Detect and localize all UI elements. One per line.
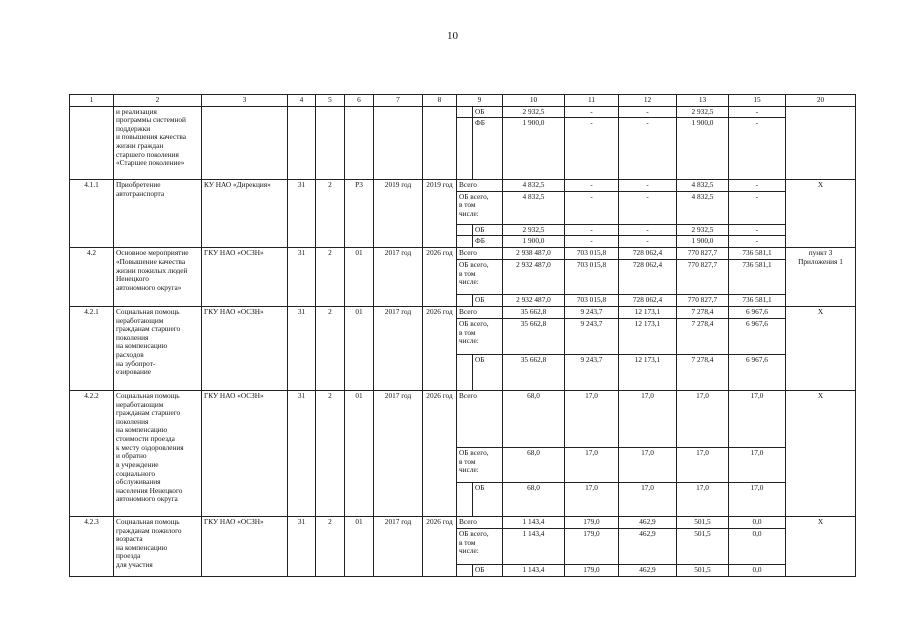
amount-cell: 728 062,4 — [619, 248, 677, 260]
table-row — [70, 307, 856, 319]
funding-source: ОБ — [473, 565, 503, 577]
amount-cell: 17,0 — [677, 448, 729, 483]
empty-cell — [70, 106, 114, 180]
amount-cell: - — [729, 118, 786, 180]
code-cell: 2 — [316, 307, 345, 391]
amount-cell: 17,0 — [565, 391, 619, 448]
amount-cell: 68,0 — [503, 391, 565, 448]
amount-cell: - — [729, 236, 786, 248]
code-cell: 01 — [345, 307, 374, 391]
amount-cell: 6 967,6 — [729, 307, 786, 319]
amount-cell: 728 062,4 — [619, 295, 677, 307]
empty-cell — [423, 106, 457, 180]
amount-cell: - — [565, 236, 619, 248]
amount-cell: 179,0 — [565, 517, 619, 529]
table-row — [70, 391, 856, 448]
amount-cell: 501,5 — [677, 565, 729, 577]
activity-description: Основное мероприятие «Повышение качества жизни пожилых людей Ненецкого автономного округа» — [114, 248, 202, 307]
table-row — [70, 106, 856, 118]
col-header: 15 — [729, 95, 786, 107]
amount-cell: 703 015,8 — [565, 295, 619, 307]
amount-cell: 1 900,0 — [677, 118, 729, 180]
amount-cell: 17,0 — [619, 483, 677, 517]
col-header: 10 — [503, 95, 565, 107]
amount-cell: 7 278,4 — [677, 319, 729, 355]
amount-cell: - — [619, 106, 677, 118]
amount-cell: 17,0 — [729, 448, 786, 483]
funding-source: Всего — [457, 248, 503, 260]
code-cell: 31 — [288, 391, 316, 517]
code-cell: 31 — [288, 248, 316, 307]
amount-cell: 17,0 — [565, 448, 619, 483]
col-header: 6 — [345, 95, 374, 107]
funding-source: ОБ — [473, 295, 503, 307]
amount-cell: 6 967,6 — [729, 319, 786, 355]
amount-cell: - — [565, 191, 619, 224]
empty-cell — [288, 106, 316, 180]
col-header: 3 — [202, 95, 288, 107]
code-cell: 01 — [345, 517, 374, 577]
amount-cell: 728 062,4 — [619, 260, 677, 295]
amount-cell: 12 173,1 — [619, 355, 677, 391]
amount-cell: 703 015,8 — [565, 248, 619, 260]
col-header: 8 — [423, 95, 457, 107]
code-cell: 31 — [288, 517, 316, 577]
amount-cell: 35 662,8 — [503, 355, 565, 391]
funding-source: Всего — [457, 517, 503, 529]
amount-cell: 736 581,1 — [729, 295, 786, 307]
amount-cell: 1 143,4 — [503, 529, 565, 565]
amount-cell: - — [565, 224, 619, 236]
funding-source: ОБ всего, в том числе: — [457, 529, 503, 565]
amount-cell: - — [565, 118, 619, 180]
funding-source: ОБ всего, в том числе: — [457, 260, 503, 295]
amount-cell: 1 900,0 — [677, 236, 729, 248]
funding-source: ОБ всего, в том числе: — [457, 191, 503, 224]
indent-cell — [457, 118, 473, 180]
amount-cell: 1 143,4 — [503, 517, 565, 529]
program-table — [69, 94, 856, 577]
amount-cell: 6 967,6 — [729, 355, 786, 391]
amount-cell: - — [729, 224, 786, 236]
code-cell: 01 — [345, 391, 374, 517]
amount-cell: 4 832,5 — [677, 180, 729, 192]
amount-cell: 2 932,5 — [677, 106, 729, 118]
amount-cell: 12 173,1 — [619, 307, 677, 319]
code-cell: 2 — [316, 180, 345, 248]
amount-cell: - — [619, 191, 677, 224]
activity-description: Социальная помощь неработающим гражданам старшего поколения на компенсацию расходов на зубопрот- езирование — [114, 307, 202, 391]
amount-cell: - — [729, 180, 786, 192]
amount-cell: 1 900,0 — [503, 118, 565, 180]
col-header: 9 — [457, 95, 503, 107]
amount-cell: 4 832,5 — [503, 191, 565, 224]
note-cell: пункт 3 Приложения 1 — [786, 248, 856, 307]
funding-source: ОБ — [473, 106, 503, 118]
amount-cell: 17,0 — [677, 391, 729, 448]
amount-cell: 770 827,7 — [677, 295, 729, 307]
amount-cell: 462,9 — [619, 529, 677, 565]
amount-cell: 9 243,7 — [565, 319, 619, 355]
note-cell: Х — [786, 180, 856, 248]
code-cell: Р3 — [345, 180, 374, 248]
amount-cell: 17,0 — [565, 483, 619, 517]
amount-cell: 9 243,7 — [565, 355, 619, 391]
empty-cell — [374, 106, 423, 180]
empty-cell — [316, 106, 345, 180]
amount-cell: 179,0 — [565, 565, 619, 577]
code-cell: 2017 год — [374, 391, 423, 517]
col-header: 11 — [565, 95, 619, 107]
row-code: 4.2 — [70, 248, 114, 307]
activity-description: Социальная помощь гражданам пожилого возраста на компенсацию проезда для участия — [114, 517, 202, 577]
code-cell: 31 — [288, 180, 316, 248]
amount-cell: 2 932,5 — [503, 224, 565, 236]
amount-cell: 462,9 — [619, 565, 677, 577]
amount-cell: 35 662,8 — [503, 319, 565, 355]
amount-cell: 68,0 — [503, 483, 565, 517]
amount-cell: 736 581,1 — [729, 260, 786, 295]
indent-cell — [457, 224, 473, 236]
code-cell: 31 — [288, 307, 316, 391]
code-cell: 2017 год — [374, 248, 423, 307]
empty-cell — [786, 106, 856, 180]
amount-cell: 736 581,1 — [729, 248, 786, 260]
executor-cell: ГКУ НАО «ОСЗН» — [202, 517, 288, 577]
page-number: 10 — [447, 30, 458, 42]
indent-cell — [457, 565, 473, 577]
indent-cell — [457, 483, 473, 517]
table-row — [70, 517, 856, 529]
amount-cell: 0,0 — [729, 565, 786, 577]
amount-cell: 17,0 — [619, 448, 677, 483]
code-cell: 2 — [316, 391, 345, 517]
col-header: 5 — [316, 95, 345, 107]
col-header: 7 — [374, 95, 423, 107]
indent-cell — [457, 236, 473, 248]
funding-source: Всего — [457, 307, 503, 319]
amount-cell: 4 832,5 — [677, 191, 729, 224]
amount-cell: 0,0 — [729, 529, 786, 565]
amount-cell: 35 662,8 — [503, 307, 565, 319]
amount-cell: 462,9 — [619, 517, 677, 529]
funding-source: Всего — [457, 180, 503, 192]
funding-source: ОБ — [473, 483, 503, 517]
code-cell: 01 — [345, 248, 374, 307]
row-code: 4.2.3 — [70, 517, 114, 577]
amount-cell: 501,5 — [677, 517, 729, 529]
code-cell: 2 — [316, 248, 345, 307]
code-cell: 2017 год — [374, 307, 423, 391]
col-header: 4 — [288, 95, 316, 107]
amount-cell: - — [619, 236, 677, 248]
executor-cell: ГКУ НАО «ОСЗН» — [202, 307, 288, 391]
code-cell: 2026 год — [423, 517, 457, 577]
indent-cell — [457, 295, 473, 307]
amount-cell: 7 278,4 — [677, 307, 729, 319]
code-cell: 2019 год — [374, 180, 423, 248]
col-header: 20 — [786, 95, 856, 107]
row-code: 4.2.1 — [70, 307, 114, 391]
executor-cell: КУ НАО «Дирекция» — [202, 180, 288, 248]
amount-cell: 0,0 — [729, 517, 786, 529]
funding-source: ФБ — [473, 236, 503, 248]
activity-description: Социальная помощь неработающим гражданам старшего поколения на компенсацию стоимости проезда к месту оздоровления и обратно в учреждение социального обслуживания населения Ненецкого автономного округа — [114, 391, 202, 517]
col-header: 2 — [114, 95, 202, 107]
activity-description: Приобретение автотранспорта — [114, 180, 202, 248]
amount-cell: 2 932 487,0 — [503, 295, 565, 307]
funding-source: ФБ — [473, 118, 503, 180]
funding-source: Всего — [457, 391, 503, 448]
amount-cell: 1 143,4 — [503, 565, 565, 577]
amount-cell: 703 015,8 — [565, 260, 619, 295]
col-header: 1 — [70, 95, 114, 107]
amount-cell: 68,0 — [503, 448, 565, 483]
amount-cell: - — [565, 180, 619, 192]
executor-cell: ГКУ НАО «ОСЗН» — [202, 391, 288, 517]
amount-cell: 7 278,4 — [677, 355, 729, 391]
col-header: 12 — [619, 95, 677, 107]
table-row — [70, 180, 856, 192]
amount-cell: - — [565, 106, 619, 118]
amount-cell: 17,0 — [619, 391, 677, 448]
empty-cell — [345, 106, 374, 180]
code-cell: 2019 год — [423, 180, 457, 248]
amount-cell: 4 832,5 — [503, 180, 565, 192]
funding-source: ОБ всего, в том числе: — [457, 319, 503, 355]
amount-cell: 770 827,7 — [677, 248, 729, 260]
indent-cell — [457, 355, 473, 391]
amount-cell: 9 243,7 — [565, 307, 619, 319]
row-code: 4.2.2 — [70, 391, 114, 517]
funding-source: ОБ — [473, 355, 503, 391]
code-cell: 2026 год — [423, 307, 457, 391]
note-cell: Х — [786, 517, 856, 577]
amount-cell: 2 932 487,0 — [503, 260, 565, 295]
amount-cell: - — [729, 106, 786, 118]
amount-cell: 501,5 — [677, 529, 729, 565]
indent-cell — [457, 106, 473, 118]
amount-cell: - — [619, 224, 677, 236]
amount-cell: 12 173,1 — [619, 319, 677, 355]
table-row — [70, 248, 856, 260]
amount-cell: 2 932,5 — [503, 106, 565, 118]
amount-cell: 17,0 — [677, 483, 729, 517]
funding-source: ОБ всего, в том числе: — [457, 448, 503, 483]
amount-cell: 770 827,7 — [677, 260, 729, 295]
col-header: 13 — [677, 95, 729, 107]
amount-cell: - — [619, 118, 677, 180]
code-cell: 2026 год — [423, 248, 457, 307]
note-cell: Х — [786, 307, 856, 391]
code-cell: 2 — [316, 517, 345, 577]
amount-cell: 17,0 — [729, 391, 786, 448]
amount-cell: 2 938 487,0 — [503, 248, 565, 260]
code-cell: 2026 год — [423, 391, 457, 517]
amount-cell: - — [729, 191, 786, 224]
amount-cell: 1 900,0 — [503, 236, 565, 248]
amount-cell: - — [619, 180, 677, 192]
note-cell: Х — [786, 391, 856, 517]
column-header-row — [70, 95, 856, 107]
amount-cell: 17,0 — [729, 483, 786, 517]
code-cell: 2017 год — [374, 517, 423, 577]
empty-cell — [202, 106, 288, 180]
funding-source: ОБ — [473, 224, 503, 236]
executor-cell: ГКУ НАО «ОСЗН» — [202, 248, 288, 307]
row-code: 4.1.1 — [70, 180, 114, 248]
amount-cell: 2 932,5 — [677, 224, 729, 236]
amount-cell: 179,0 — [565, 529, 619, 565]
activity-description: и реализация программы системной поддержки и повышения качества жизни граждан старшего поколения «Старшее поколение» — [114, 106, 202, 180]
